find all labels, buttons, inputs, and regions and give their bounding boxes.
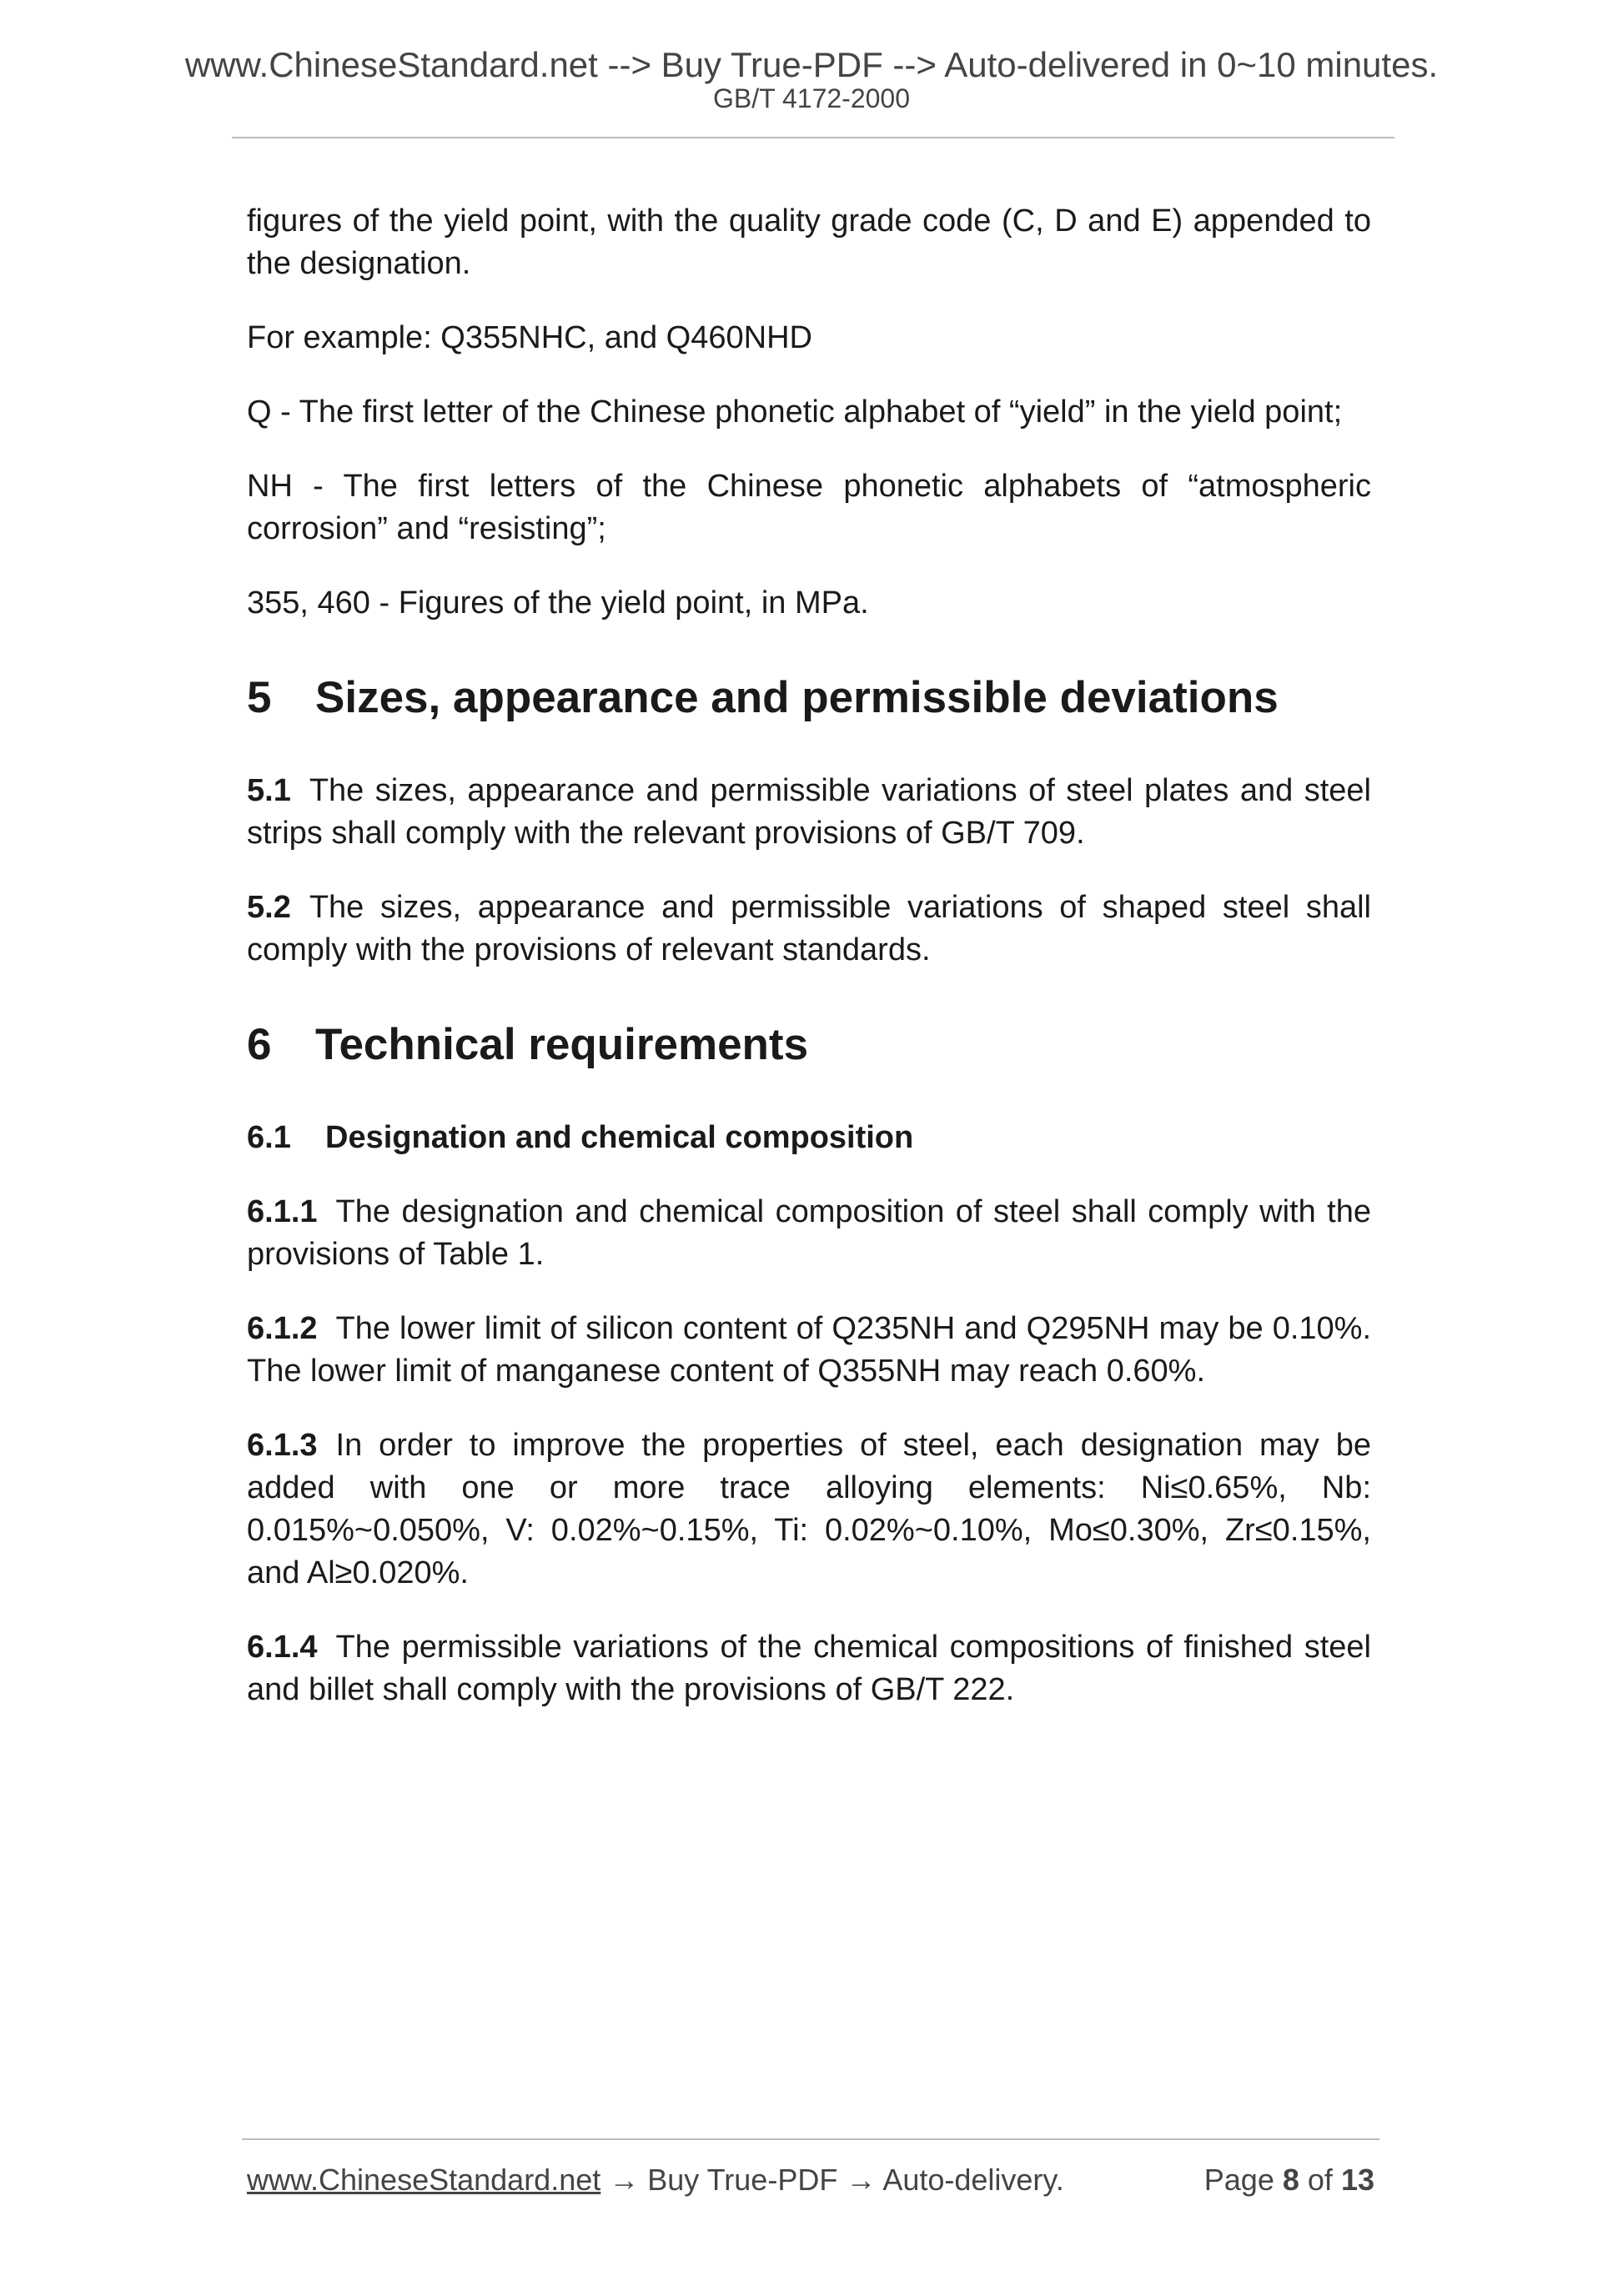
page-content	[247, 200, 1371, 1743]
paragraph-yield-figures: 355, 460 - Figures of the yield point, in MPa.	[247, 585, 869, 620]
clause-5-2	[247, 887, 1371, 972]
page-indicator	[1204, 2162, 1374, 2198]
clause-6-1-2-text: The lower limit of silicon content of Q235NH and Q295NH may be 0.10%. The lower limit of manganese content of Q355NH may reach 0.60%.	[247, 1311, 1371, 1389]
clause-6-1-3-text: In order to improve the properties of steel, each designation may be added with one or more trace alloying elements: Ni≤0.65%, Nb: 0.015%~0.050%, V: 0.02%~0.15%, Ti: 0.02%~0.10%, Mo≤0.30%, Zr≤0.15%, and Al≥0.020%.	[247, 1428, 1371, 1590]
footer-promo-text: → Buy True-PDF → Auto-delivery.	[600, 2163, 1064, 2197]
clause-6-1-3	[247, 1424, 1371, 1595]
page-label: Page	[1203, 2163, 1274, 2197]
section-6-number: 6	[247, 1020, 272, 1069]
clause-6-1-1-text: The designation and chemical composition of steel shall comply with the provisions of Table 1.	[247, 1194, 1371, 1272]
header-divider	[232, 137, 1394, 138]
top-banner: www.ChineseStandard.net --> Buy True-PDF --> Auto-delivered in 0~10 minutes.	[184, 45, 1439, 84]
section-5-title: Sizes, appearance and permissible deviations	[315, 673, 1279, 722]
subsection-6-1-heading	[247, 1117, 1371, 1159]
footer-site-link[interactable]: www.ChineseStandard.net	[247, 2163, 601, 2197]
clause-6-1-4-number: 6.1.4	[247, 1630, 318, 1665]
clause-6-1-2-number: 6.1.2	[247, 1311, 318, 1346]
clause-6-1-2	[247, 1308, 1371, 1393]
paragraph-example: For example: Q355NHC, and Q460NHD	[247, 320, 812, 355]
section-6-heading	[247, 1018, 1371, 1072]
clause-5-1-text: The sizes, appearance and permissible variations of steel plates and steel strips shall comply with the relevant provisions of GB/T 709.	[247, 773, 1371, 851]
clause-6-1-1	[247, 1191, 1371, 1276]
clause-5-1	[247, 770, 1371, 855]
clause-5-1-number: 5.1	[247, 773, 291, 808]
paragraph-designation-continued: figures of the yield point, with the quality grade code (C, D and E) appended to the designation.	[247, 203, 1371, 281]
page-total: 13	[1340, 2163, 1374, 2197]
section-5-number: 5	[247, 673, 272, 722]
subsection-6-1-title: Designation and chemical composition	[325, 1120, 914, 1155]
clause-5-2-text: The sizes, appearance and permissible variations of shaped steel shall comply with the provisions of relevant standards.	[247, 890, 1371, 967]
clause-5-2-number: 5.2	[247, 890, 291, 925]
paragraph-q-definition: Q - The first letter of the Chinese phonetic alphabet of “yield” in the yield point;	[247, 394, 1343, 430]
clause-6-1-4-text: The permissible variations of the chemical compositions of finished steel and billet shall comply with the provisions of GB/T 222.	[247, 1630, 1371, 1707]
subsection-6-1-number: 6.1	[247, 1120, 291, 1155]
document-code: GB/T 4172-2000	[712, 83, 910, 113]
clause-6-1-1-number: 6.1.1	[247, 1194, 318, 1229]
page-of-label: of	[1307, 2163, 1333, 2197]
page-current: 8	[1282, 2163, 1299, 2197]
footer-divider	[242, 2138, 1379, 2140]
section-5-heading	[247, 671, 1371, 725]
paragraph-nh-definition: NH - The first letters of the Chinese phonetic alphabets of “atmospheric corrosion” and “resisting”;	[247, 469, 1371, 546]
clause-6-1-4	[247, 1626, 1371, 1711]
clause-6-1-3-number: 6.1.3	[247, 1428, 318, 1463]
footer-promo	[247, 2162, 1064, 2198]
section-6-title: Technical requirements	[315, 1020, 809, 1069]
